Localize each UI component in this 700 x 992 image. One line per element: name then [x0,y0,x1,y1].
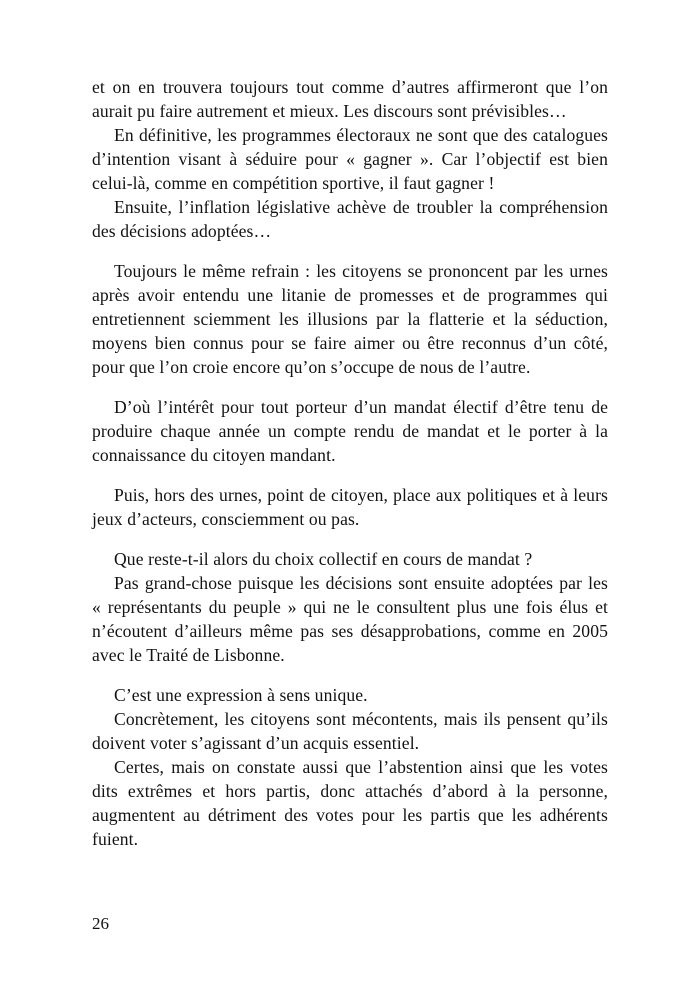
page-number: 26 [92,914,109,933]
paragraph: Puis, hors des urnes, point de citoyen, place aux politiques et à leurs jeux d’acteurs, consciemment ou pas. [92,485,608,529]
paragraph: D’où l’intérêt pour tout porteur d’un mandat électif d’être tenu de produire chaque année un compte rendu de mandat et le porter à la connaissance du citoyen mandant. [92,397,608,465]
paragraph: Certes, mais on constate aussi que l’abstention ainsi que les votes dits extrêmes et hors partis, donc attachés d’abord à la personne, augmentent au détriment des votes pour les partis que les adhérents fuient. [92,757,608,849]
paragraph: En définitive, les programmes électoraux ne sont que des catalogues d’intention visant à séduire pour « gagner ». Car l’objectif est bien celui-là, comme en compétition sportive, il faut gagner ! [92,125,608,193]
paragraph: C’est une expression à sens unique. [114,685,368,705]
paragraph: et on en trouvera toujours tout comme d’autres affirmeront que l’on aurait pu faire autrement et mieux. Les discours sont prévisibles… [92,77,608,121]
body-text [92,75,608,851]
paragraph: Concrètement, les citoyens sont mécontents, mais ils pensent qu’ils doivent voter s’agissant d’un acquis essentiel. [92,709,608,753]
paragraph: Ensuite, l’inflation législative achève de troubler la compréhension des décisions adoptées… [92,197,608,241]
paragraph: Pas grand-chose puisque les décisions sont ensuite adoptées par les « représentants du peuple » qui ne le consultent plus une fois élus et n’écoutent d’ailleurs même pas ses désapprobations, comme en 2005 avec le Traité de Lisbonne. [92,573,608,665]
paragraph: Toujours le même refrain : les citoyens se prononcent par les urnes après avoir entendu une litanie de promesses et de programmes qui entretiennent sciemment les illusions par la flatterie et la séduction, moyens bien connus pour se faire aimer ou être reconnus d’un côté, pour que l’on croie encore qu’on s’occupe de nous de l’autre. [92,261,608,377]
paragraph: Que reste-t-il alors du choix collectif en cours de mandat ? [114,549,533,569]
